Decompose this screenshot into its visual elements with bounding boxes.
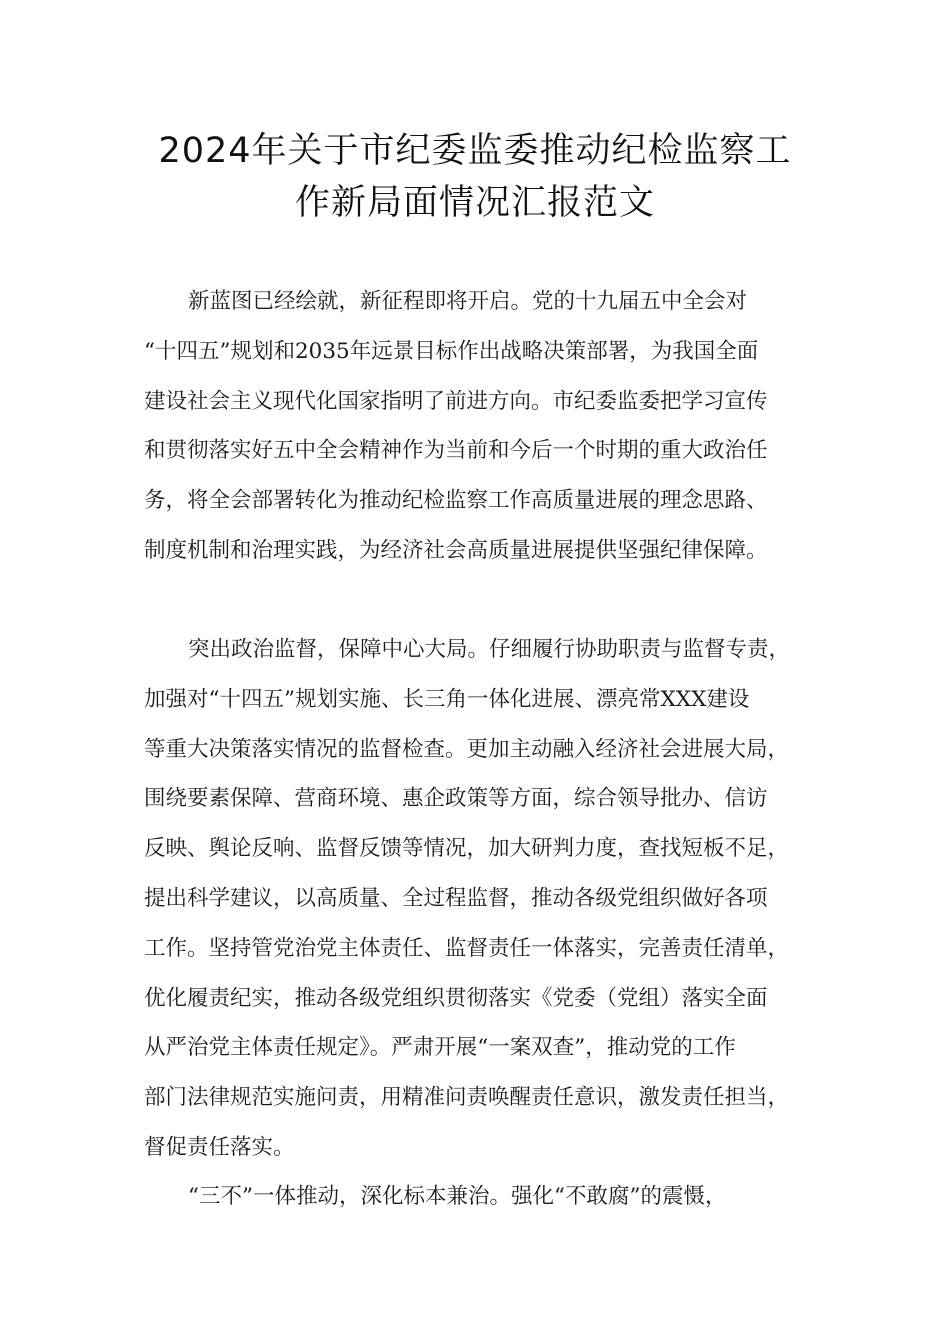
paragraph-line: 部门法律规范实施问责，用精准问责唤醒责任意识，激发责任担当， xyxy=(144,1085,790,1111)
paragraph-1 xyxy=(144,277,824,576)
paragraph-line: 建设社会主义现代化国家指明了前进方向。市纪委监委把学习宣传 xyxy=(144,388,768,414)
paragraph-2 xyxy=(144,625,824,1173)
paragraph-line: 等重大决策落实情况的监督检查。更加主动融入经济社会进展大局， xyxy=(144,736,790,762)
paragraph-line: 制度机制和治理实践，为经济社会高质量进展提供坚强纪律保障。 xyxy=(144,537,768,563)
paragraph-line: 新蓝图已经绘就，新征程即将开启。党的十九届五中全会对 xyxy=(188,289,748,314)
paragraph-line: “三不”一体推动，深化标本兼治。强化“不敢腐”的震慑， xyxy=(188,1184,727,1209)
paragraph-line: “十四五”规划和2035年远景目标作出战略决策部署，为我国全面 xyxy=(144,338,759,364)
paragraph-line: 加强对“十四五”规划实施、长三角一体化进展、漂亮常XXX建设 xyxy=(144,686,750,712)
paragraph-line: 围绕要素保障、营商环境、惠企政策等方面，综合领导批办、信访 xyxy=(144,786,768,812)
paragraph-3 xyxy=(144,1172,824,1222)
title-line-2: 作新局面情况汇报范文 xyxy=(294,183,655,223)
document-title xyxy=(120,125,830,229)
title-line-1: 2024年关于市纪委监委推动纪检监察工 xyxy=(158,131,792,171)
paragraph-line: 提出科学建议，以高质量、全过程监督，推动各级党组织做好各项 xyxy=(144,885,768,911)
paragraph-line: 反映、舆论反响、监督反馈等情况，加大研判力度，查找短板不足， xyxy=(144,836,790,862)
paragraph-line: 从严治党主体责任规定》。严肃开展“一案双查”，推动党的工作 xyxy=(144,1035,736,1061)
paragraph-line: 优化履责纪实，推动各级党组织贯彻落实《党委（党组）落实全面 xyxy=(144,985,768,1011)
paragraph-line: 工作。坚持管党治党主体责任、监督责任一体落实，完善责任清单， xyxy=(144,935,790,961)
paragraph-line: 和贯彻落实好五中全会精神作为当前和今后一个时期的重大政治任 xyxy=(144,438,768,464)
paragraph-line: 突出政治监督，保障中心大局。仔细履行协助职责与监督专责， xyxy=(188,637,791,662)
paragraph-line: 务，将全会部署转化为推动纪检监察工作高质量进展的理念思路、 xyxy=(144,488,768,514)
paragraph-line: 督促责任落实。 xyxy=(144,1134,295,1160)
